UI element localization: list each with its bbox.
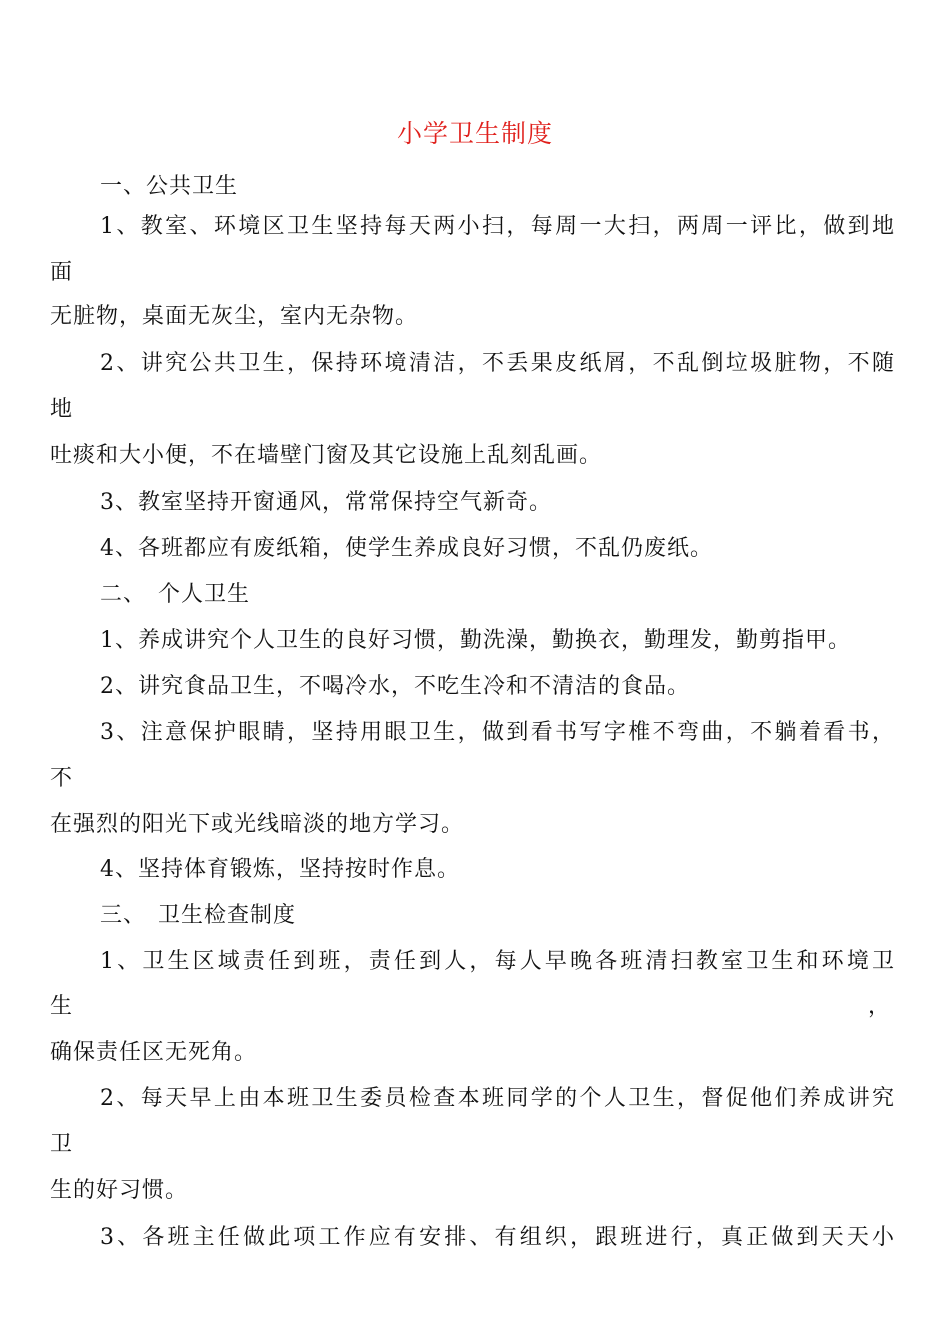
paragraph-line: 生 [50, 994, 74, 1019]
paragraph-line: 不 [50, 766, 74, 791]
paragraph-line: 1、教室、环境区卫生坚持每天两小扫，每周一大扫，两周一评比，做到地 [100, 214, 894, 239]
paragraph-line: 面 [50, 260, 74, 285]
paragraph-line: 3、注意保护眼睛，坚持用眼卫生，做到看书写字椎不弯曲，不躺着看书， [100, 720, 894, 745]
paragraph-line: 地 [50, 397, 74, 422]
paragraph-line: 4、坚持体育锻炼，坚持按时作息。 [100, 857, 460, 882]
paragraph-punctuation: ， [868, 994, 891, 1019]
paragraph-line: 确保责任区无死角。 [50, 1040, 258, 1065]
paragraph-line: 无脏物，桌面无灰尘，室内无杂物。 [50, 304, 419, 329]
paragraph-line: 2、讲究食品卫生，不喝冷水，不吃生冷和不清洁的食品。 [100, 674, 690, 699]
paragraph-line: 生的好习惯。 [50, 1178, 189, 1203]
section-heading: 三、 卫生检查制度 [100, 903, 297, 928]
section-heading: 一、公共卫生 [100, 174, 239, 199]
paragraph-line: 3、教室坚持开窗通风，常常保持空气新奇。 [100, 490, 552, 515]
paragraph-line: 1、养成讲究个人卫生的良好习惯，勤洗澡，勤换衣，勤理发，勤剪指甲。 [100, 628, 851, 653]
paragraph-line: 4、各班都应有废纸箱，使学生养成良好习惯，不乱仍废纸。 [100, 536, 713, 561]
paragraph-line: 在强烈的阳光下或光线暗淡的地方学习。 [50, 812, 465, 837]
paragraph-line: 3、各班主任做此项工作应有安排、有组织，跟班进行，真正做到天天小 [100, 1225, 894, 1250]
paragraph-line: 吐痰和大小便，不在墙壁门窗及其它设施上乱刻乱画。 [50, 443, 603, 468]
paragraph-line: 1、卫生区域责任到班，责任到人，每人早晚各班清扫教室卫生和环境卫 [100, 949, 894, 974]
document-title: 小学卫生制度 [396, 119, 553, 148]
paragraph-line: 2、讲究公共卫生，保持环境清洁，不丢果皮纸屑，不乱倒垃圾脏物，不随 [100, 351, 894, 376]
paragraph-line: 卫 [50, 1132, 74, 1157]
section-heading: 二、 个人卫生 [100, 582, 251, 607]
paragraph-line: 2、每天早上由本班卫生委员检查本班同学的个人卫生，督促他们养成讲究 [100, 1086, 894, 1111]
